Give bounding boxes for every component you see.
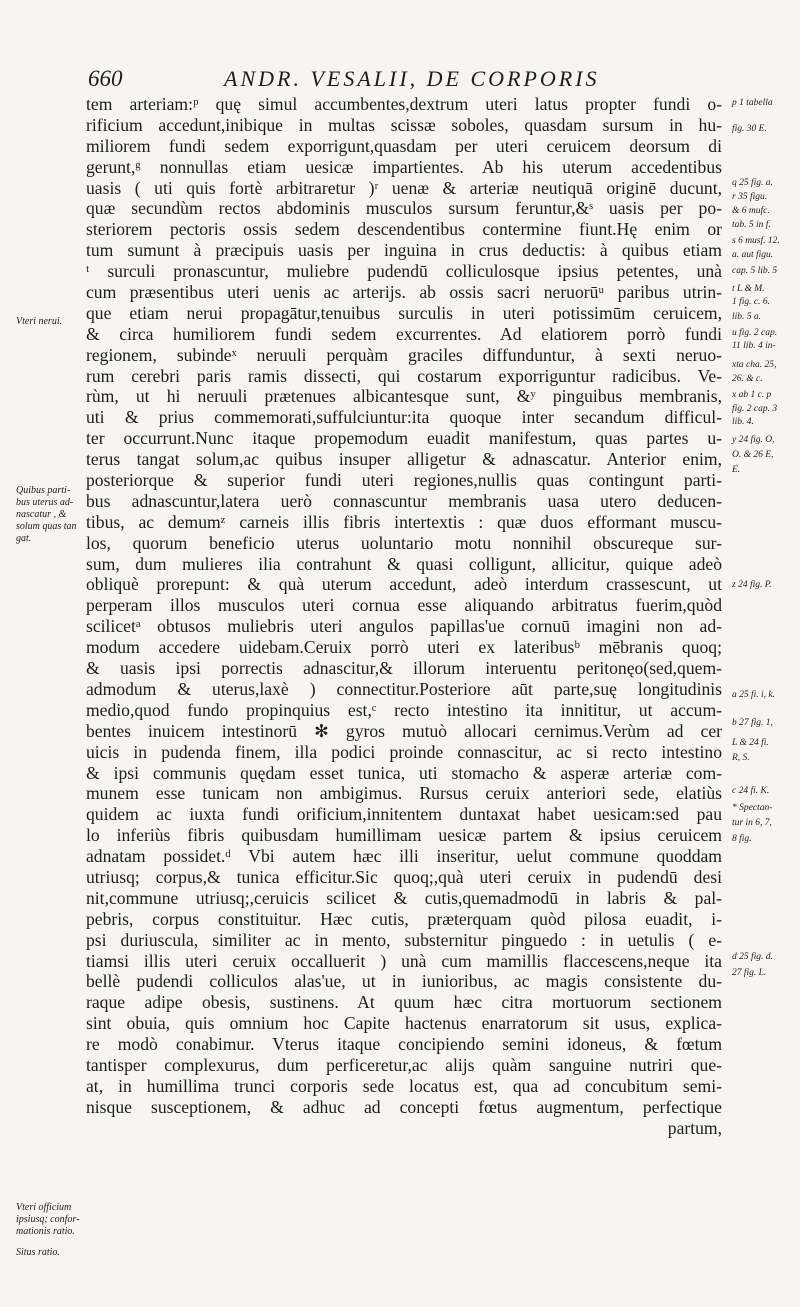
margin-ref-right: tab. 5 in f.: [732, 220, 771, 230]
text-line: bus adnascuntur,latera uerò connascuntur membranis uasa utero deducen-: [86, 490, 722, 511]
text-line: que etiam nerui propagātur,tenuibus surculis in uteri potissimūm ceruicem,: [86, 302, 722, 323]
text-line: uasis ( uti quis fortè arbitraretur )ʳ uenæ & arteriæ neutiquā originē ducunt,: [86, 177, 722, 198]
text-line: perperam illos musculos uteri cornua esse aliquando arbitratus fuerim,quòd: [86, 595, 722, 616]
text-line: gerunt,ᵍ nonnullas etiam uesicæ impartientes. Ab his uterum accedentibus: [86, 156, 722, 177]
text-line: uti & prius commemorati,suffulciuntur:ita quoque inter secandum difficul-: [86, 407, 722, 428]
margin-ref-right: xta cha. 25,: [732, 360, 777, 370]
text-line: utriusq; corpus,& tunica efficitur.Sic quoq;,quà uteri ceruix in pudendū desi: [86, 866, 722, 887]
margin-ref-right: y 24 fig. O,: [732, 435, 775, 445]
margin-ref-right: z 24 fig. P.: [732, 580, 772, 590]
text-line: obliquè prorepunt: & quà uterum accedunt, adeò interdum crassescunt, ut: [86, 574, 722, 595]
text-line: quidem ac iuxta fundi orificium,innitentem duntaxat habet uesicam:sed pau: [86, 804, 722, 825]
text-line: tibus, ac demumᶻ carneis illis fibris intertextis : quæ duos efformant muscu-: [86, 511, 722, 532]
text-line: nit,commune utriusq;,ceruicis scilicet & cutis,quemadmodū in labris & pal-: [86, 887, 722, 908]
margin-ref-right: & 6 mufc.: [732, 206, 770, 216]
text-line: & uasis ipsi porrectis adnascitur,& illorum interuentu peritonęo(sed,quem-: [86, 658, 722, 679]
text-line: los, quorum beneficio uterus uoluntario motu nonnihil obscureque sur-: [86, 532, 722, 553]
margin-note-left: Vteri officium ipsiusq; confor- mationis ratio.: [16, 1202, 80, 1237]
text-line: cum præsentibus uteri uenis ac arterijs. ab ossis sacri neruorūᵘ paribus utrin-: [86, 282, 722, 303]
text-line: sum, dum mulieres ilia contrahunt & quasi colligunt, allicitur, quique adeò: [86, 553, 722, 574]
text-line: rum cerebri paris ramis dissecti, qui costarum exporriguntur radicibus. Ve-: [86, 365, 722, 386]
margin-ref-right: a. aut figu.: [732, 250, 774, 260]
margin-ref-right: E.: [732, 465, 741, 475]
text-line: pebris, corpus constituitur. Hæc cutis, præterquam quòd pilosa euadit, i-: [86, 908, 722, 929]
text-line: ter occurrunt.Nunc itaque propemodum euadit manifestum, quas partes u-: [86, 428, 722, 449]
text-line: munem esse tunicam non ambigimus. Rursus ceruix anteriori sede, elatiùs: [86, 783, 722, 804]
margin-note-left: Situs ratio.: [16, 1247, 60, 1258]
text-line: scilicetᵃ obtusos muliebris uteri angulos papillas'ue cornuū imagini non ad-: [86, 616, 722, 637]
margin-ref-right: lib. 4.: [732, 417, 754, 427]
text-line: ᵗ surculi pronascuntur, muliebre pudendū colliculosque ipsius petentes, unà: [86, 261, 722, 282]
text-line: modum accedere uidebam.Ceruix porrò uteri ex lateribusᵇ mēbranis quoq;: [86, 637, 722, 658]
text-line: tem arteriam:ᵖ quę simul accumbentes,dextrum uteri latus propter fundi o-: [86, 94, 722, 114]
text-line: admodum & uterus,laxè ) connectitur.Posteriore aūt parte,suę longitudinis: [86, 678, 722, 699]
text-line: tantisper complexurus, dum perficeretur,ac alijs quàm sanguine nutriri que-: [86, 1054, 722, 1075]
margin-ref-right: s 6 musf. 12.: [732, 236, 780, 246]
margin-ref-right: r 35 figu.: [732, 192, 768, 202]
text-line: rùm, ut hi neruuli prætenues albicantesque sunt, &ʸ pinguibus membranis,: [86, 386, 722, 407]
margin-note-left: Quibus parti- bus uterus ad- nascatur , & solum quas tan gat.: [16, 485, 77, 544]
margin-ref-right: tur in 6, 7,: [732, 818, 772, 828]
text-line: nisque susceptionem, & adhuc ad concepti fœtus augmentum, perfectique: [86, 1096, 722, 1117]
text-line: bentes inuicem intestinorū ✻ gyros mutuò allocari cernimus.Verùm ad cer: [86, 720, 722, 741]
margin-ref-right: cap. 5 lib. 5: [732, 266, 778, 276]
margin-ref-right: x ab 1 c. p: [732, 390, 772, 400]
margin-ref-right: L & 24 fi.: [732, 738, 769, 748]
text-line: adnatam possidet.ᵈ Vbi autem hæc illi inseritur, uelut commune quoddam: [86, 846, 722, 867]
text-line: posteriorque & superior fundi uteri regiones,nullis quas contingunt parti-: [86, 470, 722, 491]
text-line: steriorem pectoris ossis sedem descendentibus contermine fiunt.Hę enim or: [86, 219, 722, 240]
margin-ref-right: t L & M.: [732, 284, 765, 294]
margin-ref-right: a 25 fi. i, k.: [732, 690, 776, 700]
text-line: tum sumunt à præcipuis uasis per inguina in crus deductis: à quibus etiam: [86, 240, 722, 261]
text-line: terus tangat solum,ac quibus insuper alligetur & adnascatur. Anterior enim,: [86, 449, 722, 470]
margin-ref-right: 27 fig. L.: [732, 968, 767, 978]
text-line: rificium accedunt,inibique in multas scissæ soboles, quasdam sursum in hu-: [86, 114, 722, 135]
margin-ref-right: u fig. 2 cap.: [732, 328, 778, 338]
margin-note-left: Vteri nerui.: [16, 316, 63, 327]
margin-ref-right: 26. & c.: [732, 374, 763, 384]
margin-ref-right: O. & 26 E,: [732, 450, 774, 460]
text-line: uicis in pudenda finem, illa podici proinde connascitur, ac si recto intestino: [86, 741, 722, 762]
margin-ref-right: R, S.: [732, 753, 750, 763]
text-line: & circa humiliorem fundi sedem excurrentes. Ad elatiorem porrò fundi: [86, 323, 722, 344]
body-text: [86, 94, 722, 1139]
margin-ref-right: p 1 tabella: [732, 98, 773, 108]
margin-ref-right: q 25 fig. a.: [732, 178, 773, 188]
text-line: & ipsi communis quędam esset tunica, uti stomacho & asperæ arteriæ com-: [86, 762, 722, 783]
text-line: raque adipe obesis, sustinens. At quum hæc citra mortuorum sectionem: [86, 992, 722, 1013]
text-line: bellè pudendi colliculos alas'ue, ut in iunioribus, ac magis consistente du-: [86, 971, 722, 992]
margin-ref-right: fig. 30 E.: [732, 124, 767, 134]
text-line: psi duriuscula, similiter ac in mento, substernitur pinguedo : in uetulis ( e-: [86, 929, 722, 950]
margin-ref-right: 1 fig. c. 6.: [732, 297, 770, 307]
margin-ref-right: b 27 fig. 1,: [732, 718, 773, 728]
margin-ref-right: d 25 fig. d.: [732, 952, 773, 962]
margin-ref-right: 11 lib. 4 in-: [732, 341, 776, 351]
text-line: tiamsi illis uteri ceruix occalluerit ) unà cum mamillis flaccescens,neque ita: [86, 950, 722, 971]
margin-ref-right: 8 fig.: [732, 834, 752, 844]
text-line: partum,: [667, 1117, 722, 1138]
margin-ref-right: * Spectan-: [732, 803, 773, 813]
margin-ref-right: lib. 5 a.: [732, 312, 762, 322]
running-head: ANDR. VESALII, DE CORPORIS: [224, 66, 600, 91]
text-line: regionem, subindeˣ neruuli perquàm graciles diffunduntur, à sexti neruo-: [86, 344, 722, 365]
page-header: [88, 66, 628, 96]
text-line: sint obuia, quis omnium hoc Capite hactenus enarratorum sit usus, explica-: [86, 1013, 722, 1034]
text-line: medio,quod fundo propinquius est,ᶜ recto intestino ita innititur, ut accum-: [86, 699, 722, 720]
text-line: at, in humillima trunci corporis sede locatus est, qua ad concubitum semi-: [86, 1075, 722, 1096]
text-line: quæ secundùm rectos abdominis musculos sursum feruntur,&ˢ uasis per po-: [86, 198, 722, 219]
page-number: 660: [88, 66, 123, 91]
margin-ref-right: fig. 2 cap. 3: [732, 404, 778, 414]
text-line: lo inferiùs fibris quibusdam humillimam uesicæ partem & ipsius ceruicem: [86, 825, 722, 846]
text-line: miliorem fundi sedem exporrigunt,quasdam per uteri ceruicem deorsum di: [86, 135, 722, 156]
text-line: re modò conabimur. Vterus itaque concipiendo semini idoneus, & fœtum: [86, 1034, 722, 1055]
margin-ref-right: c 24 fi. K.: [732, 786, 770, 796]
